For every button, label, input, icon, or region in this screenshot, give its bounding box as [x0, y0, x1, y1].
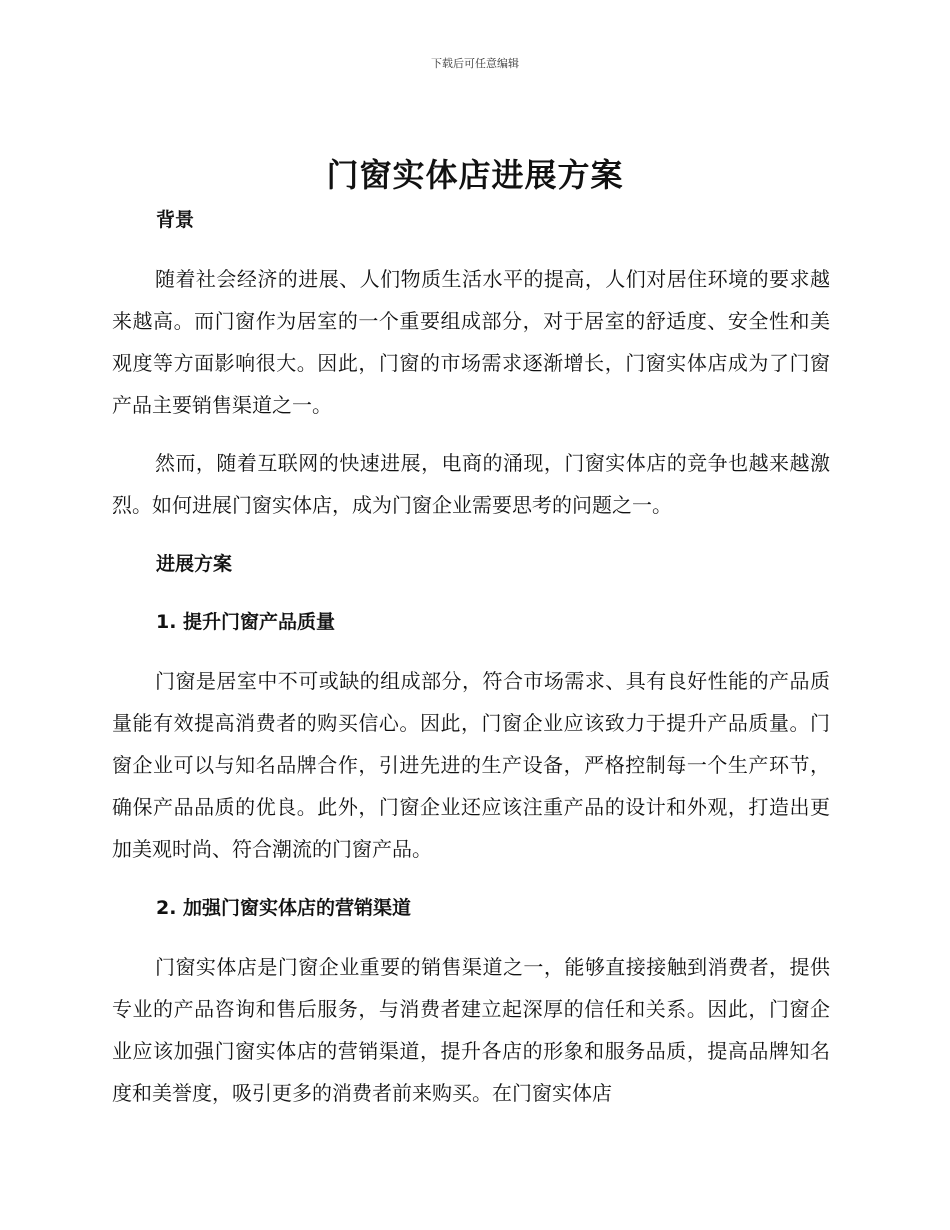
document-body: [112, 200, 830, 1114]
header-note: 下载后可任意编辑: [431, 57, 519, 70]
section-heading-item-1: 1. 提升门窗产品质量: [156, 611, 336, 633]
paragraph-item-2: 门窗实体店是门窗企业重要的销售渠道之一，能够直接接触到消费者，提供专业的产品咨询和售后服务，与消费者建立起深厚的信任和关系。因此，门窗企业应该加强门窗实体店的营销渠道，提升各店的形象和服务品质，提高品牌知名度和美誉度，吸引更多的消费者前来购买。在门窗实体店: [112, 955, 830, 1105]
section-heading-plan: 进展方案: [156, 553, 233, 575]
section-heading-background: 背景: [156, 209, 195, 231]
document-title: 门窗实体店进展方案: [326, 156, 624, 194]
paragraph-item-1: 门窗是居室中不可或缺的组成部分，符合市场需求、具有良好性能的产品质量能有效提高消费者的购买信心。因此，门窗企业应该致力于提升产品质量。门窗企业可以与知名品牌合作，引进先进的生产设备，严格控制每一个生产环节，确保产品品质的优良。此外，门窗企业还应该注重产品的设计和外观，打造出更加美观时尚、符合潮流的门窗产品。: [112, 669, 830, 861]
section-heading-item-2: 2. 加强门窗实体店的营销渠道: [156, 897, 412, 919]
paragraph-background-1: 随着社会经济的进展、人们物质生活水平的提高，人们对居住环境的要求越来越高。而门窗作为居室的一个重要组成部分，对于居室的舒适度、安全性和美观度等方面影响很大。因此，门窗的市场需求逐渐增长，门窗实体店成为了门窗产品主要销售渠道之一。: [112, 267, 830, 417]
paragraph-background-2: 然而，随着互联网的快速进展，电商的涌现，门窗实体店的竞争也越来越激烈。如何进展门窗实体店，成为门窗企业需要思考的问题之一。: [112, 451, 830, 517]
